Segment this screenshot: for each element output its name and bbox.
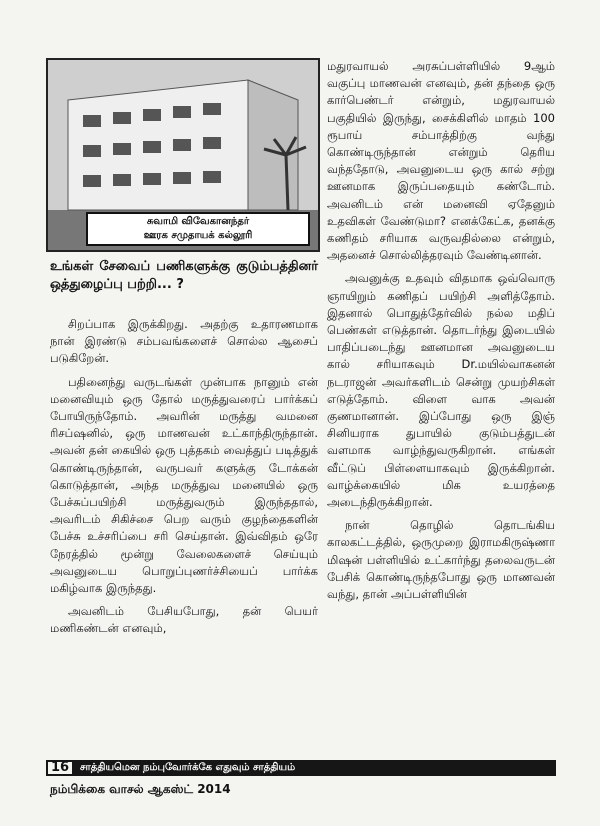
magazine-issue: நம்பிக்கை வாசல் ஆகஸ்ட் 2014 [50, 782, 231, 796]
interview-question: உங்கள் சேவைப் பணிகளுக்கு குடும்பத்தினர் ஒத்துழைப்பு பற்றி... ? [50, 259, 318, 292]
footer-slogan: சாத்தியமென நம்புவோர்க்கே எதுவும் சாத்தியம் [80, 762, 296, 773]
left-column [50, 316, 318, 644]
right-column [327, 58, 555, 609]
paragraph: அவனிடம் பேசியபோது, தன் பெயர் மணிகண்டன் எனவும், [50, 604, 318, 636]
photo-caption [86, 212, 310, 246]
caption-line-2: ஊரக சமுதாயக் கல்லூரி [143, 230, 253, 241]
paragraph: பதினைந்து வருடங்கள் முன்பாக நானும் என் மனைவியும் ஒரு தோல் மருத்துவரைப் பார்க்கப் போயிருந்தோம். அவரின் மருத்து வமனை ரிசப்ஷனில், ஒரு மாணவன் உட்காந்திருந்தான். அவன் தன் கையில் ஒரு புத்தகம் வைத்துப் படித்துக் கொண்டிருந்தான், வருபவர் களுக்கு டோக்கன் கொடுத்தான், அந்த மருத்துவ மனையில் ஒரு பேச்சுப்பயிற்சி மருத்துவரும் இருந்ததால், அவரிடம் சிகிச்சை பெற வரும் குழந்தைகளின் பேச்சு உச்சரிப்பை சரி செய்தான். இவ்விதம் ஒரே நேரத்தில் மூன்று வேலைகளைச் செய்யும் அவனுடைய பொறுப்புணர்ச்சியைப் பார்க்க மகிழ்வாக இருந்தது. [50, 374, 318, 596]
paragraph: நான் தொழில் தொடங்கிய காலகட்டத்தில், ஒருமுறை இராமகிருஷ்ணா மிஷன் பள்ளியில் உட்கார்ந்து தலைவருடன் பேசிக் கொண்டிருந்தபோது ஒரு மாணவன் வந்து, தான் அப்பள்ளியின் [327, 518, 555, 602]
paragraph: அவனுக்கு உதவும் விதமாக ஒவ்வொரு ஞாயிறும் கணிதப் பயிற்சி அளித்தோம். இதனால் பொதுத்தேர்வில் நல்ல மதிப் பெண்கள் எடுத்தான். தொடர்ந்து இடையில் பாதிப்படைந்து ஊனமான அவனுடைய கால் சரியாகவும் Dr.மயில்வாகனன் நடராஜன் அவர்களிடம் சென்று முயற்சிகள் எடுத்தோம். விளை வாக அவன் குணமானான். இப்போது ஒரு இஞ் சினியராக துபாயில் குடும்பத்துடன் வளமாக வாழ்ந்துவருகிறான். எங்கள் வீட்டுப் பிள்ளையாகவும் இருக்கிறான். வாழ்க்கையில் மிக உயரத்தை அடைந்திருக்கிறான். [327, 271, 555, 510]
paragraph: சிறப்பாக இருக்கிறது. அதற்கு உதாரணமாக நான் இரண்டு சம்பவங்களைச் சொல்ல ஆசைப் படுகிறேன். [50, 317, 318, 366]
paragraph: மதுரவாயல் அரசுப்பள்ளியில் 9ஆம் வகுப்பு மாணவன் எனவும், தன் தந்தை ஒரு கார்பெண்டர் என்றும், மதுரவாயல் பகுதியில் இருந்து, சைக்கிளில் மாதம் 100 ரூபாய் சம்பாத்திற்கு வந்து கொண்டிருந்தான் என்றும் தெரிய வந்ததோடு, அவனுடைய ஒரு கால் சற்று ஊனமாக இருப்பதையும் கண்டோம். அவனிடம் என் மனைவி ஏதேனும் உதவிகள் வேண்டுமா? எனக்கேட்க, தனக்கு கணிதம் சரியாக வருவதில்லை என்றும், அதனைச் சொல்லித்தரவும் வேண்டினான். [327, 59, 555, 263]
footer-bar [46, 760, 556, 776]
caption-line-1: சுவாமி விவேகானந்தர் [146, 216, 250, 227]
page-number: 16 [46, 760, 74, 776]
